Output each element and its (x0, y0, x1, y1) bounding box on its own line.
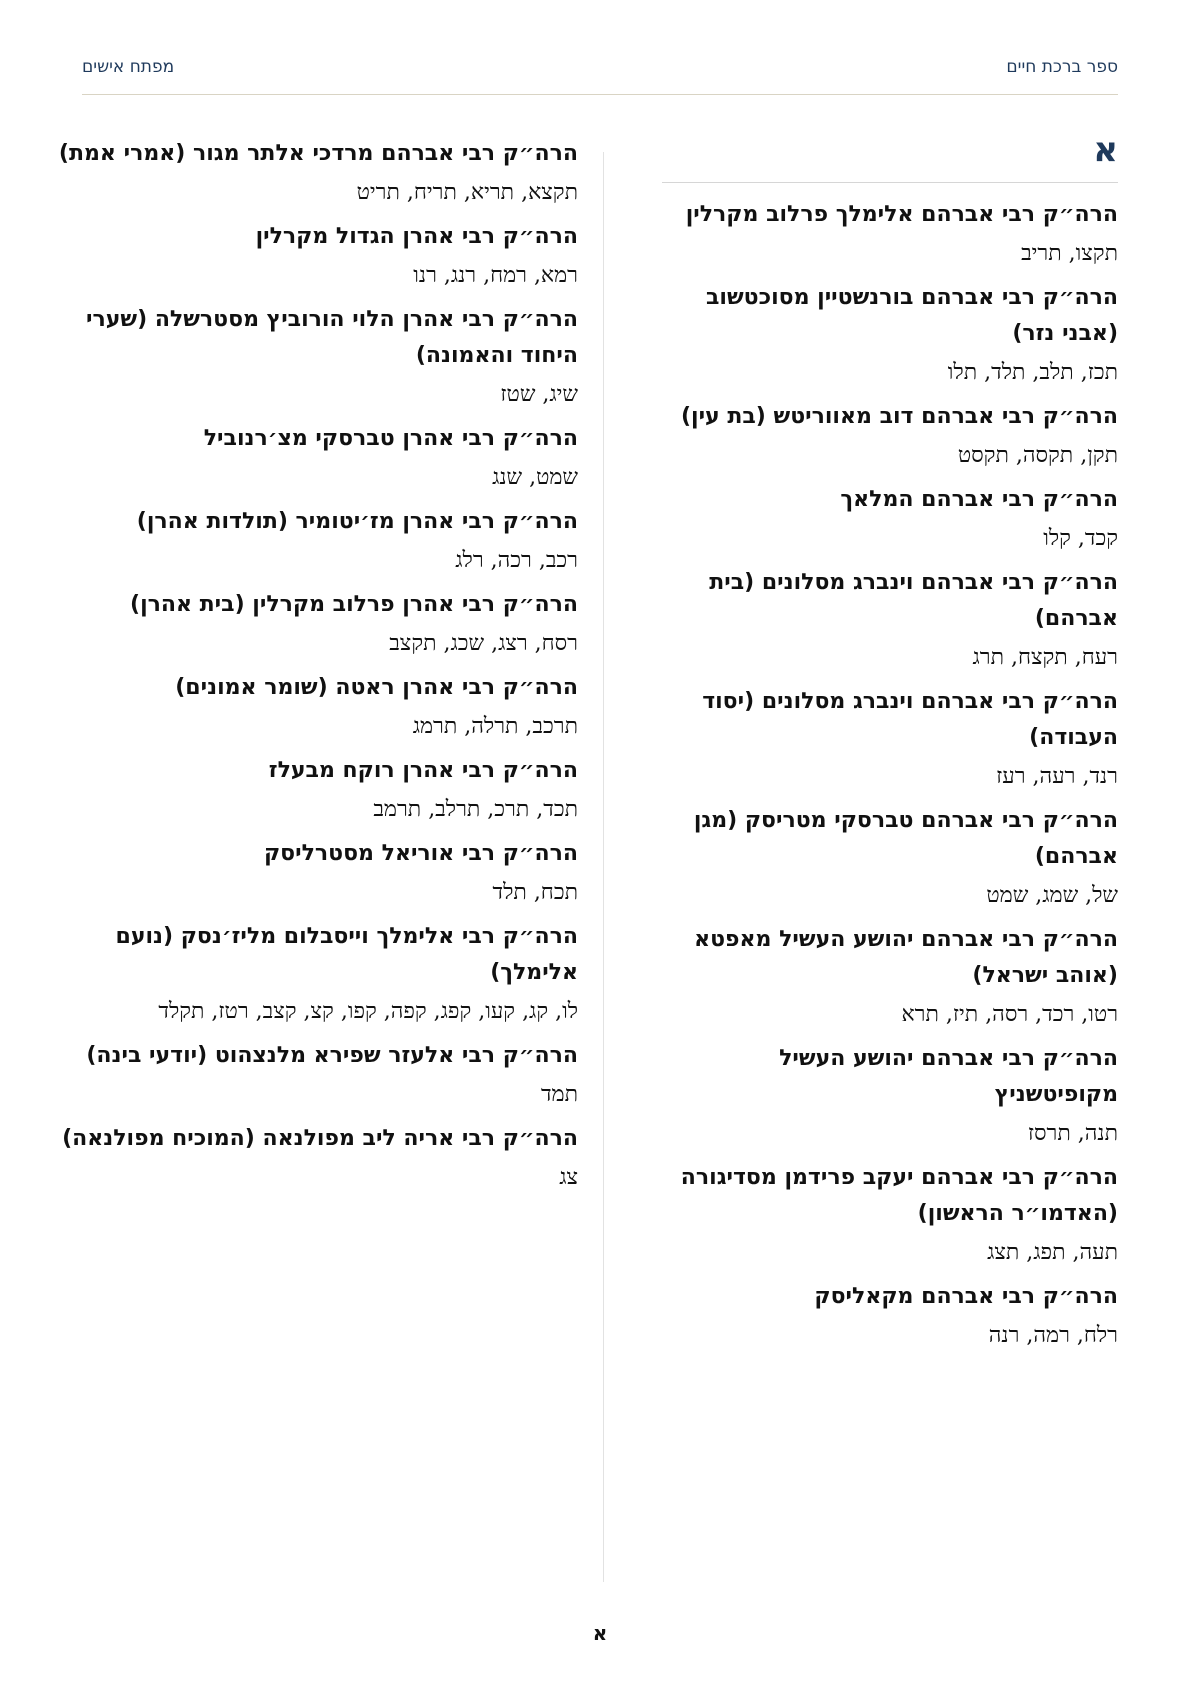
index-entry (56, 1038, 578, 1114)
header-rule (82, 94, 1118, 95)
entry-refs: רעח, תקצח, תרג (972, 645, 1118, 670)
entry-refs: רלח, רמה, רנה (988, 1323, 1118, 1348)
entry-refs: תעה, תפג, תצג (987, 1240, 1118, 1265)
index-entry (56, 421, 578, 497)
entry-name: הרה״ק רבי אהרן טברסקי מצ׳רנוביל (203, 426, 578, 451)
entry-refs: לו, קג, קעו, קפג, קפה, קפו, קצ, קצב, רטז, תקלד (158, 999, 578, 1024)
entry-name: הרה״ק רבי אברהם מרדכי אלתר מגור (אמרי אמת) (58, 141, 578, 166)
book-title: ספר ברכת חיים (1006, 57, 1118, 77)
index-entry (56, 670, 578, 746)
entry-name: הרה״ק רבי אברהם בורנשטיין מסוכטשוב (אבני נזר) (706, 285, 1118, 346)
index-entry (56, 504, 578, 580)
entry-name: הרה״ק רבי אברהם אלימלך פרלוב מקרלין (685, 202, 1118, 227)
index-entry (56, 919, 578, 1031)
index-entry (662, 565, 1118, 677)
index-entry (56, 753, 578, 829)
entry-name: הרה״ק רבי אברהם וינברג מסלונים (יסוד העבודה) (702, 689, 1118, 750)
entry-refs: רכב, רכה, רלג (455, 548, 578, 573)
index-column-right (662, 130, 1118, 1362)
entry-name: הרה״ק רבי אברהם יעקב פרידמן מסדיגורה (האדמו״ר הראשון) (680, 1165, 1118, 1226)
index-entry (662, 399, 1118, 475)
entry-refs: רסח, רצג, שכג, תקצב (389, 631, 578, 656)
entry-refs: תכד, תרכ, תרלב, תרמב (373, 797, 578, 822)
entry-name: הרה״ק רבי אהרן הגדול מקרלין (255, 224, 578, 249)
page-number: א (592, 1621, 608, 1645)
entry-name: הרה״ק רבי אהרן מז׳יטומיר (תולדות אהרן) (136, 509, 578, 534)
entry-refs: תכז, תלב, תלד, תלו (947, 360, 1118, 385)
entry-name: הרה״ק רבי אברהם דוב מאווריטש (בת עין) (680, 404, 1118, 429)
index-entry (662, 482, 1118, 558)
entry-name: הרה״ק רבי אברהם טברסקי מטריסק (מגן אברהם) (693, 808, 1118, 869)
entry-name: הרה״ק רבי אהרן ראטה (שומר אמונים) (175, 675, 578, 700)
entry-refs: תנה, תרסז (1027, 1121, 1118, 1146)
index-entry (56, 302, 578, 414)
section-letter-heading: א (662, 130, 1118, 183)
entry-name: הרה״ק רבי אברהם יהושע העשיל מקופיטשניץ (779, 1046, 1118, 1107)
entry-refs: שיג, שטז (500, 382, 578, 407)
entry-refs: קכד, קלו (1043, 526, 1118, 551)
entry-refs: תקצא, תריא, תריח, תריט (356, 180, 578, 205)
index-entry (56, 1121, 578, 1197)
index-entry (662, 922, 1118, 1034)
index-column-left (56, 136, 578, 1204)
entry-refs: תרכב, תרלה, תרמג (412, 714, 578, 739)
entry-name: הרה״ק רבי אהרן פרלוב מקרלין (בית אהרן) (130, 592, 578, 617)
column-divider (603, 152, 604, 1582)
entry-name: הרה״ק רבי אלימלך וייסבלום מליז׳נסק (נועם אלימלך) (115, 924, 578, 985)
index-entry (662, 197, 1118, 273)
index-entry (56, 836, 578, 912)
entry-refs: תקן, תקסה, תקסט (957, 443, 1118, 468)
entry-refs: של, שמג, שמט (986, 883, 1118, 908)
entry-refs: רנד, רעה, רעז (996, 764, 1118, 789)
section-title: מפתח אישים (82, 57, 175, 77)
entry-name: הרה״ק רבי אברהם המלאך (840, 487, 1118, 512)
entry-refs: רמא, רמח, רנג, רנו (413, 263, 578, 288)
entry-refs: תמד (540, 1082, 578, 1107)
entry-name: הרה״ק רבי אהרן הלוי הורוביץ מסטרשלה (שערי היחוד והאמונה) (86, 307, 578, 368)
entry-name: הרה״ק רבי אברהם יהושע העשיל מאפטא (אוהב ישראל) (694, 927, 1118, 988)
entry-refs: צג (559, 1165, 578, 1190)
index-entry (662, 1041, 1118, 1153)
index-entry (662, 803, 1118, 915)
entry-refs: תקצו, תריב (1021, 241, 1118, 266)
index-entry (56, 136, 578, 212)
entry-name: הרה״ק רבי אלעזר שפירא מלנצהוט (יודעי בינה) (86, 1043, 578, 1068)
entry-name: הרה״ק רבי אברהם וינברג מסלונים (בית אברהם) (709, 570, 1118, 631)
entry-name: הרה״ק רבי אהרן רוקח מבעלז (268, 758, 578, 783)
index-entry (662, 1160, 1118, 1272)
running-header (82, 52, 1118, 82)
entry-name: הרה״ק רבי אריה ליב מפולנאה (המוכיח מפולנאה) (62, 1126, 578, 1151)
index-entry (56, 587, 578, 663)
index-entry (662, 684, 1118, 796)
index-entry (662, 280, 1118, 392)
entry-refs: שמט, שנג (492, 465, 578, 490)
index-entry (56, 219, 578, 295)
entry-name: הרה״ק רבי אוריאל מסטרליסק (263, 841, 578, 866)
entry-refs: תכח, תלד (492, 880, 578, 905)
index-entry (662, 1279, 1118, 1355)
entry-name: הרה״ק רבי אברהם מקאליסק (814, 1284, 1118, 1309)
entry-refs: רטו, רכד, רסה, תיז, תרא (901, 1002, 1118, 1027)
